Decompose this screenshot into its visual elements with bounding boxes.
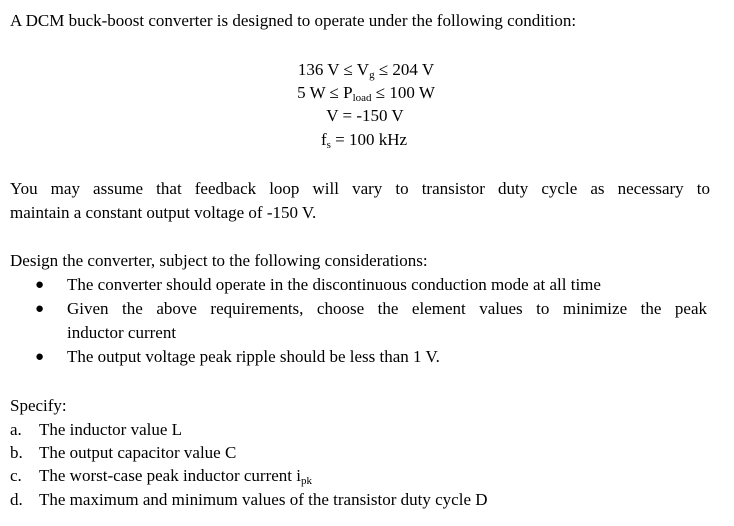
specify-item-b: b. The output capacitor value C (10, 443, 237, 462)
bullet-3-marker: ● (35, 349, 45, 365)
specify-heading: Specify: (10, 396, 67, 415)
condition-vg: 136 $V \le V_g \le 204$ V (297, 60, 435, 81)
consideration-ripple: The output voltage peak ripple should be less than 1 V. (67, 347, 440, 366)
condition-pload: 5 $W \le P_{load} \le 100$ W (297, 83, 435, 104)
condition-fs: $f_s = 100$ kHz (320, 130, 408, 151)
intro-text: A DCM buck-boost converter is designed to operate under the following condition: (10, 11, 577, 30)
consideration-peak-current-line-1: Given the above requirements, choose the element values to minimize the peak (67, 299, 707, 318)
assumption-line-1: You may assume that feedback loop will vary to transistor duty cycle as necessary to (10, 179, 710, 198)
consideration-peak-current-line-2: inductor current (67, 323, 177, 342)
bullet-1-marker: ● (35, 277, 45, 293)
bullet-2-marker: ● (35, 301, 45, 317)
condition-v: V = -150 V (326, 106, 404, 125)
design-heading: Design the converter, subject to the following considerations: (10, 251, 428, 270)
assumption-line-2: maintain a constant output voltage of -150 V. (10, 203, 317, 222)
specify-item-d: d. The maximum and minimum values of the transistor duty cycle D (10, 490, 488, 509)
specify-item-a: a. The inductor value L (10, 420, 183, 439)
consideration-dcm: The converter should operate in the discontinuous conduction mode at all time (67, 275, 601, 294)
specify-item-c: c. The worst-case peak inductor current $i_{pk}$ (10, 466, 312, 487)
